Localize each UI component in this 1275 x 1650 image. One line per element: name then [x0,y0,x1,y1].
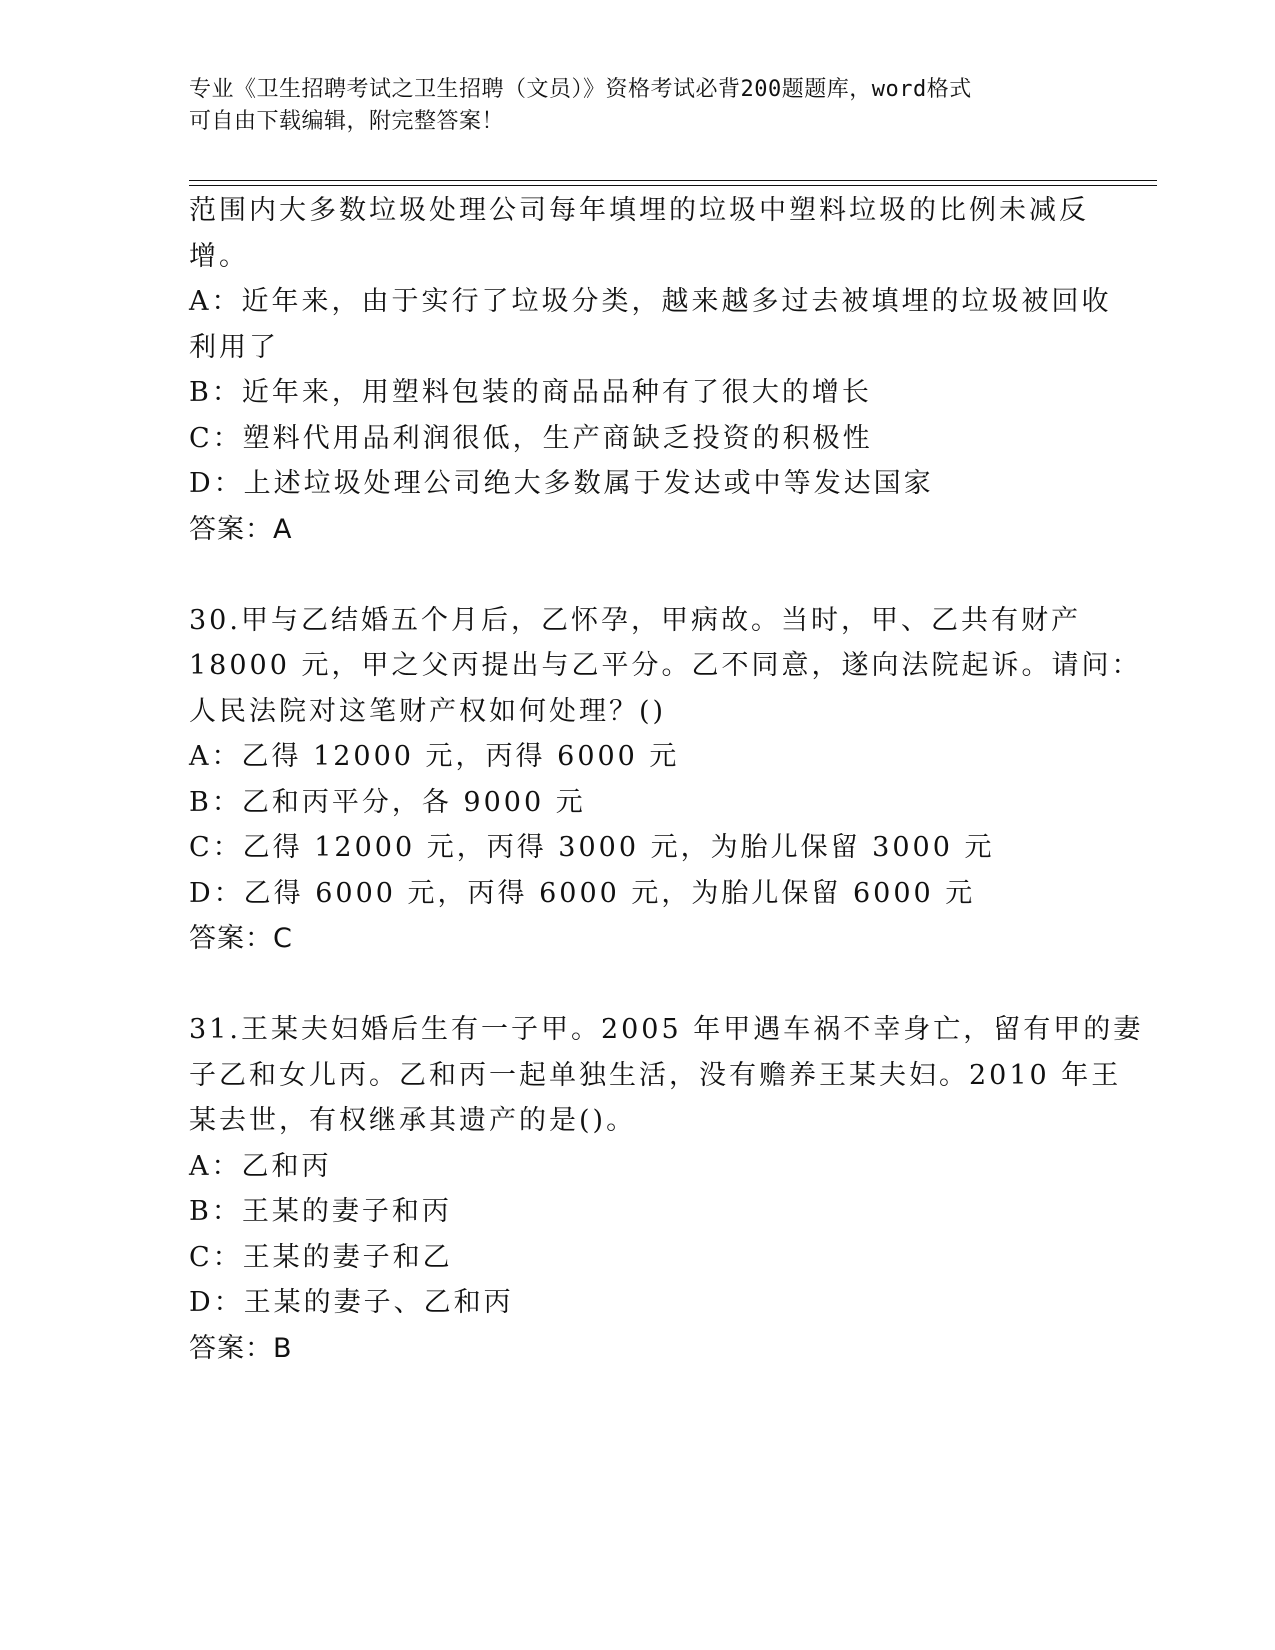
document-header [189,74,1089,138]
header-line-1: 专业《卫生招聘考试之卫生招聘（文员）》资格考试必背200题题库，word格式 [189,77,972,102]
question-stem-line: 人民法院对这笔财产权如何处理？() [189,695,667,727]
question-stem-line: 某去世，有权继承其遗产的是()。 [189,1105,637,1136]
header-rule-top [189,180,1157,181]
question-stem-line: 子乙和女儿丙。乙和丙一起单独生活，没有赡养王某夫妇。2010 年王 [189,1059,1122,1091]
option-c: C：王某的妻子和乙 [189,1241,453,1273]
option-d: D：乙得 6000 元，丙得 6000 元，为胎儿保留 6000 元 [189,877,976,909]
option-a: A：乙得 12000 元，丙得 6000 元 [189,741,680,772]
question-stem-line: 18000 元，甲之父丙提出与乙平分。乙不同意，遂向法院起诉。请问： [189,650,1142,681]
option-a-continued: 利用了 [189,331,279,363]
question-29-continued [189,188,1112,552]
option-b: B：王某的妻子和丙 [189,1196,452,1227]
question-stem-line: 30.甲与乙结婚五个月后，乙怀孕，甲病故。当时，甲、乙共有财产 [189,604,1081,636]
spacer [189,962,1089,1008]
answer-line: 答案：C [189,923,293,954]
option-b: B：乙和丙平分，各 9000 元 [189,786,586,818]
option-d: D：王某的妻子、乙和丙 [189,1287,514,1318]
question-30 [189,598,1142,962]
question-stem-line: 31.王某夫妇婚后生有一子甲。2005 年甲遇车祸不幸身亡，留有甲的妻 [189,1014,1144,1045]
option-c: C：乙得 12000 元，丙得 3000 元，为胎儿保留 3000 元 [189,832,995,863]
option-c: C：塑料代用品利润很低，生产商缺乏投资的积极性 [189,422,873,454]
option-a: A：乙和丙 [189,1150,332,1182]
header-line-2: 可自由下载编辑，附完整答案！ [189,109,505,134]
spacer [189,552,1089,598]
option-a: A：近年来，由于实行了垃圾分类，越来越多过去被填埋的垃圾被回收 [189,286,1112,317]
document-body [189,188,1144,1371]
question-stem-line: 范围内大多数垃圾处理公司每年填埋的垃圾中塑料垃圾的比例未减反 [189,195,1089,226]
option-d: D：上述垃圾处理公司绝大多数属于发达或中等发达国家 [189,468,934,499]
question-31 [189,1007,1144,1371]
option-b: B：近年来，用塑料包装的商品品种有了很大的增长 [189,377,872,408]
question-stem-line: 增。 [189,240,249,272]
header-rule-bottom [189,185,1157,186]
answer-line: 答案：A [189,513,293,545]
answer-line: 答案：B [189,1332,293,1364]
